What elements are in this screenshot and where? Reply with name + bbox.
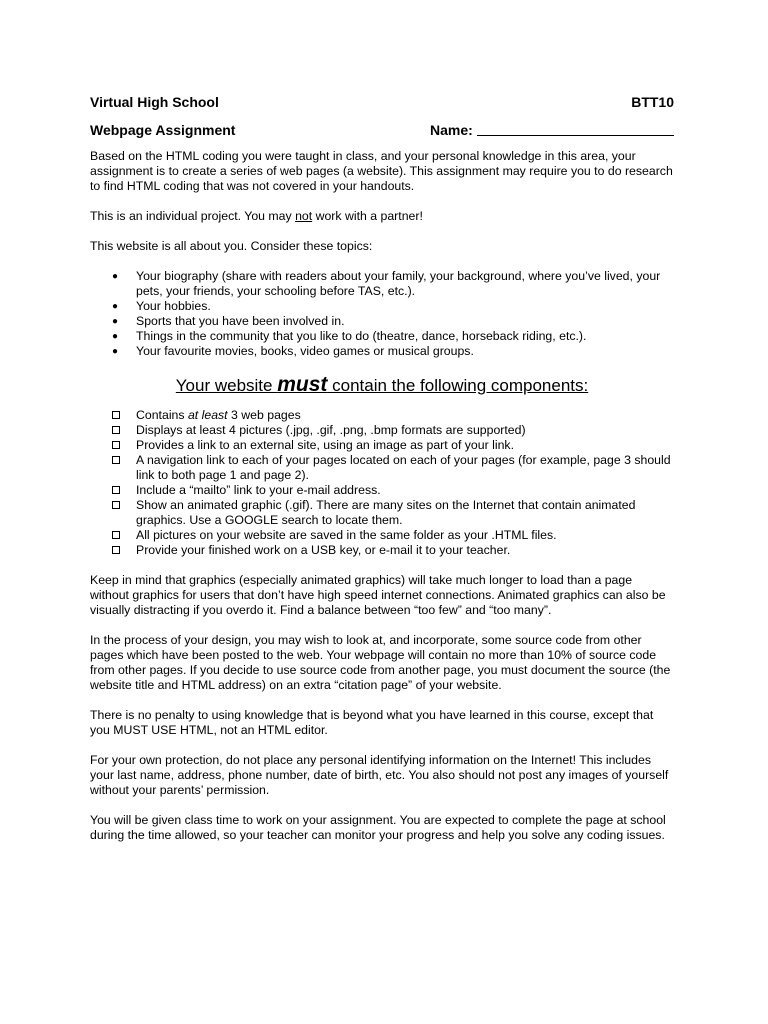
individual-text-after: work with a partner!: [312, 209, 423, 223]
graphics-paragraph: Keep in mind that graphics (especially animated graphics) will take much longer to load than a page without graphics for users that don’t have high speed internet connections. Animated graphics can also be visually distracting if you overdo it. Find a balance between “too few” and “too many”.: [90, 573, 666, 617]
individual-text-before: This is an individual project. You may: [90, 209, 296, 223]
header-row-top: [90, 93, 674, 111]
bullet-icon: ●: [112, 271, 119, 282]
penalty-paragraph: There is no penalty to using knowledge that is beyond what you have learned in this course, except that you MUST USE HTML, not an HTML editor.: [90, 708, 654, 737]
checkbox-icon: [112, 441, 120, 449]
checkbox-icon: [112, 486, 120, 494]
checklist-item: Include a “mailto” link to your e-mail address.: [90, 483, 674, 498]
checklist-item: Show an animated graphic (.gif). There are many sites on the Internet that contain animated graphics. Use a GOOGLE search to locate them.: [90, 498, 674, 528]
assignment-document: [90, 93, 674, 843]
name-field: [430, 121, 674, 139]
name-blank-line: [477, 121, 674, 136]
header-row-assignment: [90, 121, 674, 139]
components-checklist: [90, 408, 674, 558]
topics-list: [90, 269, 674, 359]
components-heading: Your website must contain the following components:: [175, 373, 589, 396]
checkbox-icon: [112, 456, 120, 464]
checklist-item: Provide your finished work on a USB key, or e-mail it to your teacher.: [90, 543, 674, 558]
checklist-item: Contains at least 3 web pages: [90, 408, 674, 423]
bullet-icon: ●: [112, 301, 119, 312]
list-item: ● Your favourite movies, books, video games or musical groups.: [112, 344, 474, 358]
list-item: ● Things in the community that you like to do (theatre, dance, horseback riding, etc.).: [112, 329, 587, 343]
checkbox-icon: [112, 501, 120, 509]
bullet-icon: ●: [112, 331, 119, 342]
assignment-title: Webpage Assignment: [90, 122, 236, 138]
checklist-item: A navigation link to each of your pages located on each of your pages (for example, page 3 should link to both page 1 and page 2).: [90, 453, 674, 483]
checklist-item: All pictures on your website are saved in the same folder as your .HTML files.: [90, 528, 674, 543]
list-item: ● Sports that you have been involved in.: [112, 314, 345, 328]
name-label: Name:: [430, 122, 473, 138]
class-time-paragraph: You will be given class time to work on your assignment. You are expected to complete the page at school during the time allowed, so your teacher can monitor your progress and help you solve any coding issues.: [90, 813, 666, 842]
intro-paragraph: Based on the HTML coding you were taught in class, and your personal knowledge in this area, your assignment is to create a series of web pages (a website). This assignment may require you to do research to find HTML coding that was not covered in your handouts.: [90, 149, 673, 193]
list-item: ● Your hobbies.: [112, 299, 211, 313]
checklist-item: Provides a link to an external site, using an image as part of your link.: [90, 438, 674, 453]
bullet-icon: ●: [112, 316, 119, 327]
must-emphasis: must: [277, 373, 328, 396]
school-name: Virtual High School: [90, 94, 219, 110]
individual-project-paragraph: [90, 209, 674, 224]
course-code: BTT10: [631, 94, 674, 110]
source-code-paragraph: In the process of your design, you may wish to look at, and incorporate, some source code from other pages which have been posted to the web. Your webpage will contain no more than 10% of source code from other pages. If you decide to use source code from another page, you must document the source (the website title and HTML address) on an extra “citation page” of your website.: [90, 633, 671, 692]
list-item: ● Your biography (share with readers about your family, your background, where you’ve lived, your pets, your friends, your schooling before TAS, etc.).: [112, 269, 661, 298]
bullet-icon: ●: [112, 346, 119, 357]
checkbox-icon: [112, 411, 120, 419]
individual-text-emphasis: not: [295, 209, 313, 223]
protection-paragraph: For your own protection, do not place any personal identifying information on the Internet! This includes your last name, address, phone number, date of birth, etc. You also should not post any images of yourself without your parents’ permission.: [90, 753, 669, 797]
checkbox-icon: [112, 426, 120, 434]
topics-intro: This website is all about you. Consider these topics:: [90, 239, 373, 253]
checkbox-icon: [112, 531, 120, 539]
checkbox-icon: [112, 546, 120, 554]
checklist-item: Displays at least 4 pictures (.jpg, .gif, .png, .bmp formats are supported): [90, 423, 674, 438]
